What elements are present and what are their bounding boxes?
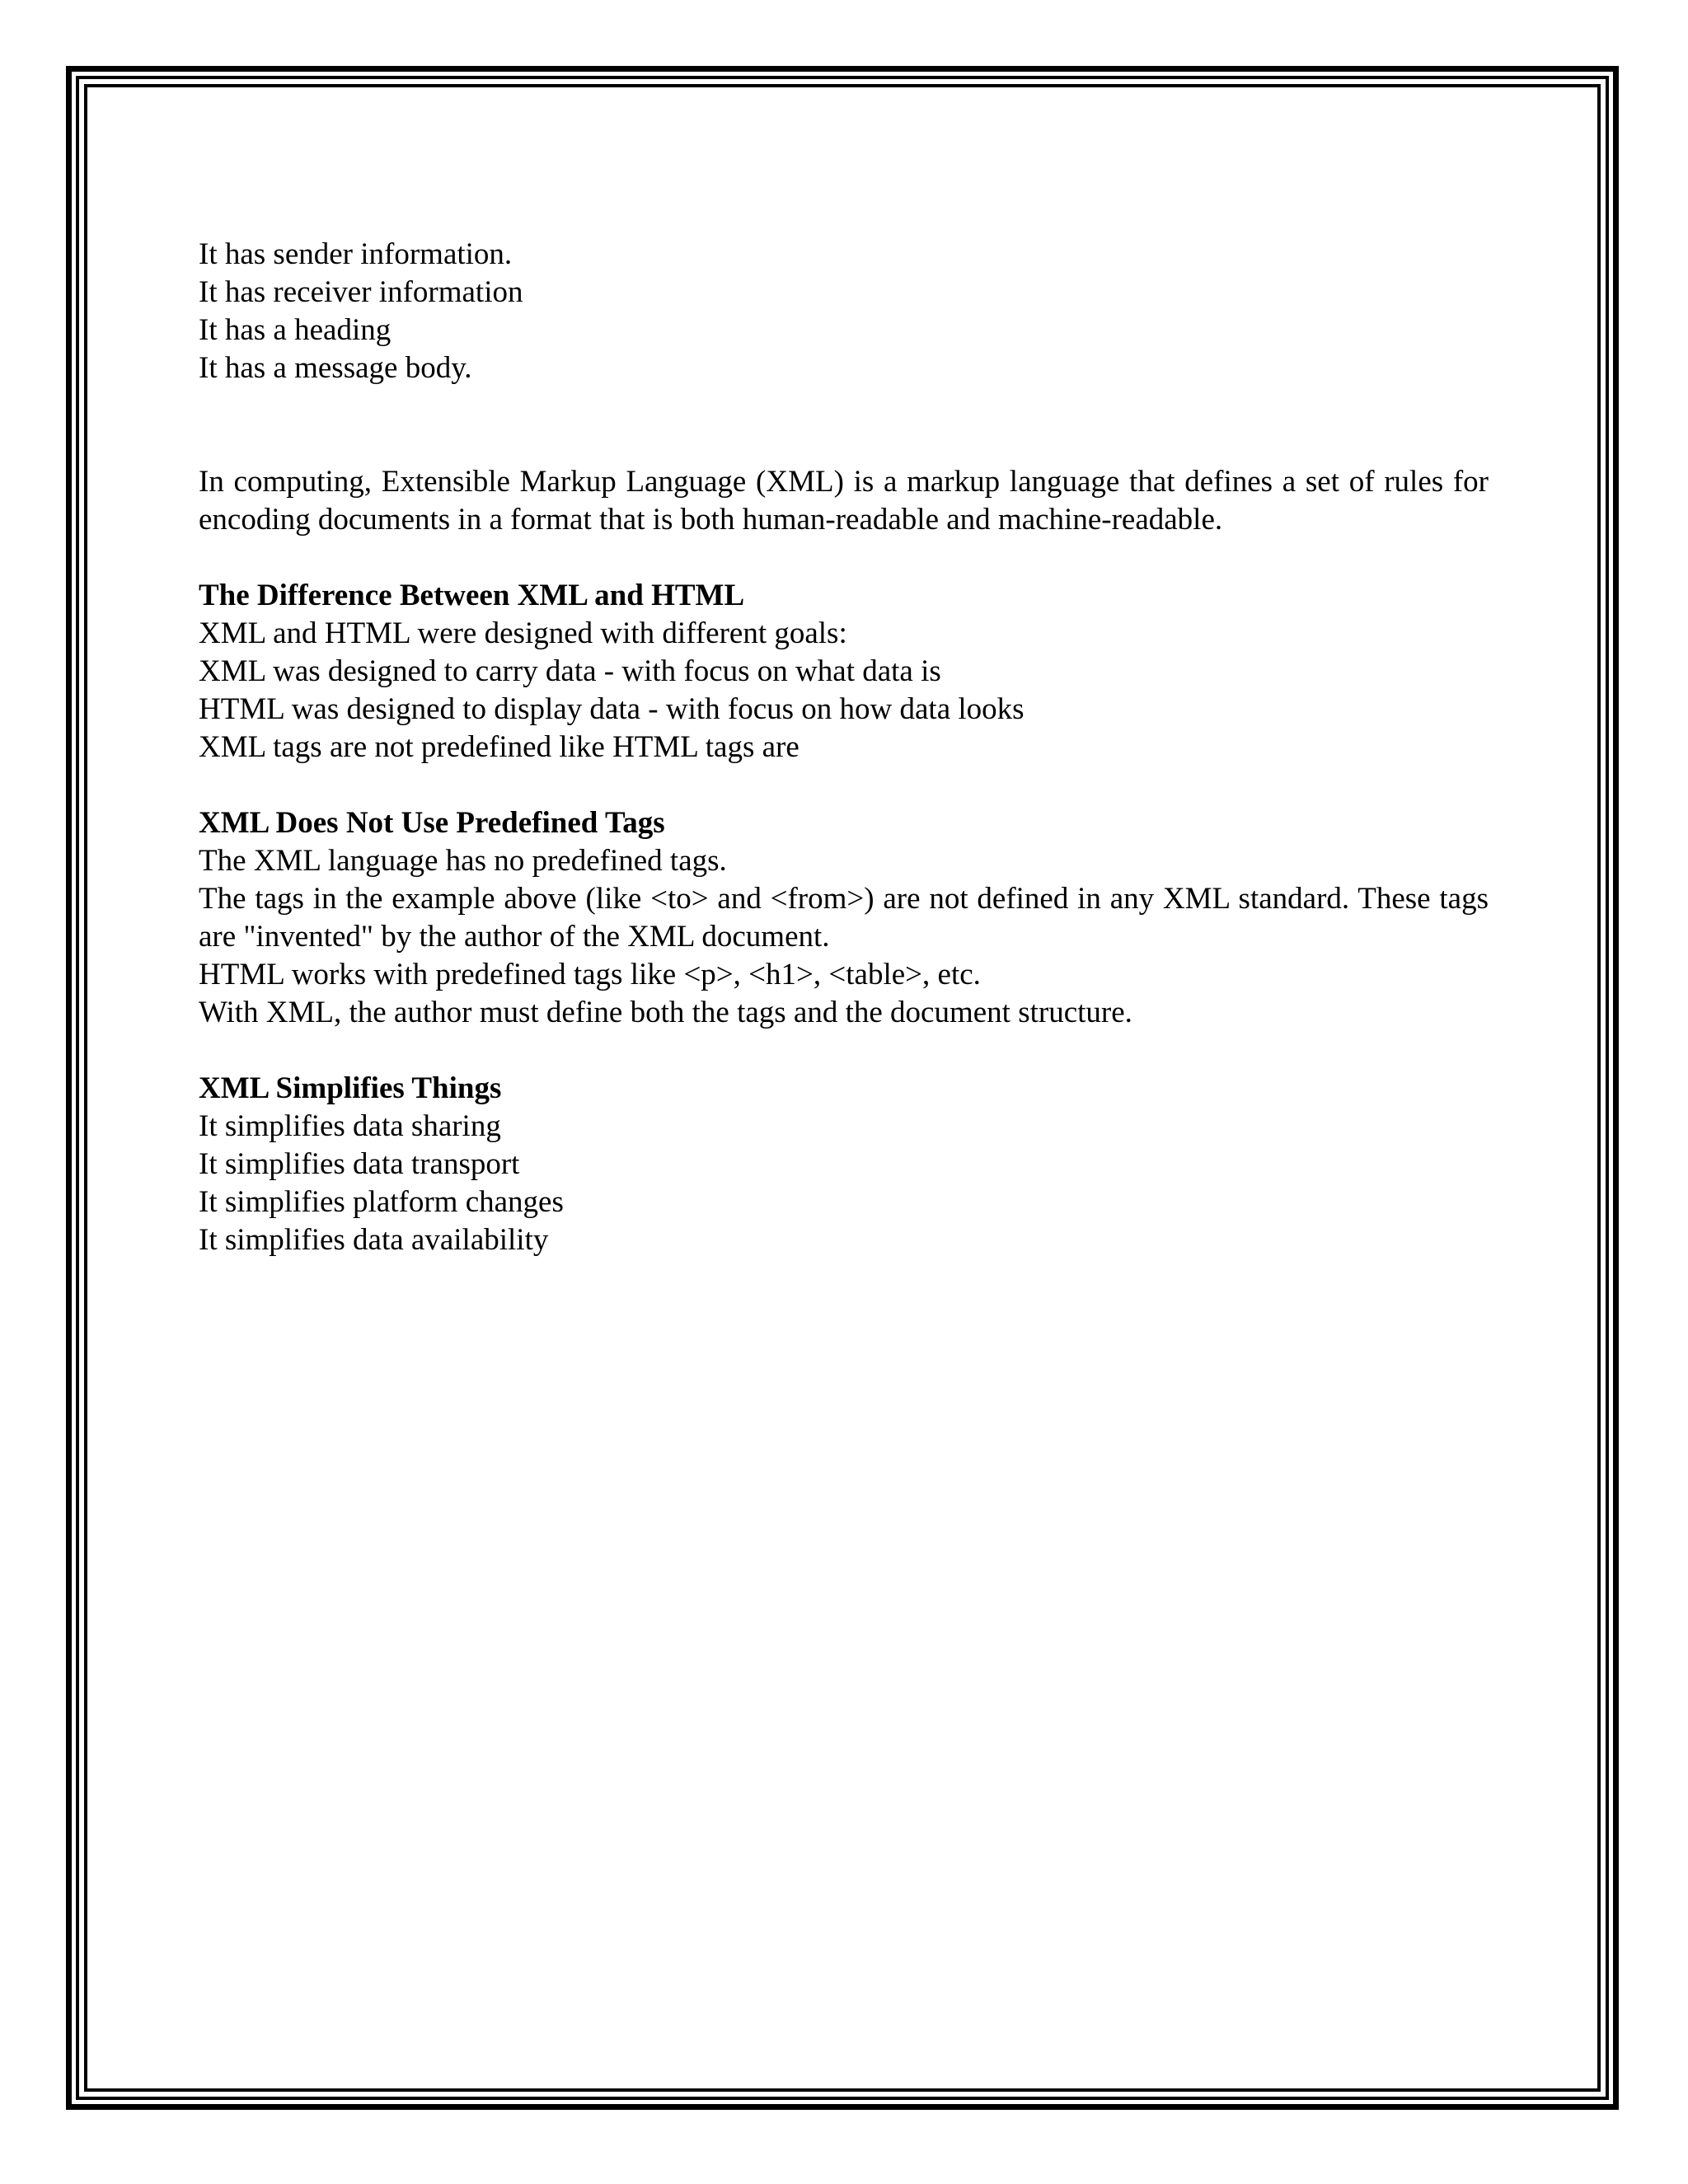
section-heading: XML Does Not Use Predefined Tags [199,806,665,840]
section-heading: XML Simplifies Things [199,1071,502,1105]
section-line: HTML works with predefined tags like <p>, <h1>, <table>, etc. [199,958,981,991]
list-item: It has a heading [199,313,392,347]
document-body [199,236,1489,1259]
section-line: HTML was designed to display data - with focus on how data looks [199,692,1025,726]
section-paragraph: The tags in the example above (like <to> and <from>) are not defined in any XML standard. These tags are "invented" by the author of the XML document. [199,882,1489,954]
section-line: XML and HTML were designed with different goals: [199,616,847,650]
list-item: It has a message body. [199,351,472,385]
section-line: It simplifies data transport [199,1147,520,1181]
section-xml-vs-html [199,577,1489,766]
section-line: XML was designed to carry data - with focus on what data is [199,654,941,688]
section-line: It simplifies platform changes [199,1185,564,1219]
section-line: With XML, the author must define both the tags and the document structure. [199,996,1132,1029]
list-item: It has receiver information [199,275,523,309]
list-item: It has sender information. [199,237,513,271]
section-no-predefined-tags [199,804,1489,1032]
section-line: It simplifies data sharing [199,1109,501,1143]
section-line: It simplifies data availability [199,1223,549,1257]
section-heading: The Difference Between XML and HTML [199,579,745,612]
section-line: The XML language has no predefined tags. [199,844,727,878]
section-xml-simplifies [199,1070,1489,1259]
xml-definition-paragraph: In computing, Extensible Markup Language (XML) is a markup language that defines a set of rules for encoding documents in a format that is both human-readable and machine-readable. [199,465,1489,537]
message-features-list [199,236,1489,387]
section-line: XML tags are not predefined like HTML tags are [199,730,799,764]
